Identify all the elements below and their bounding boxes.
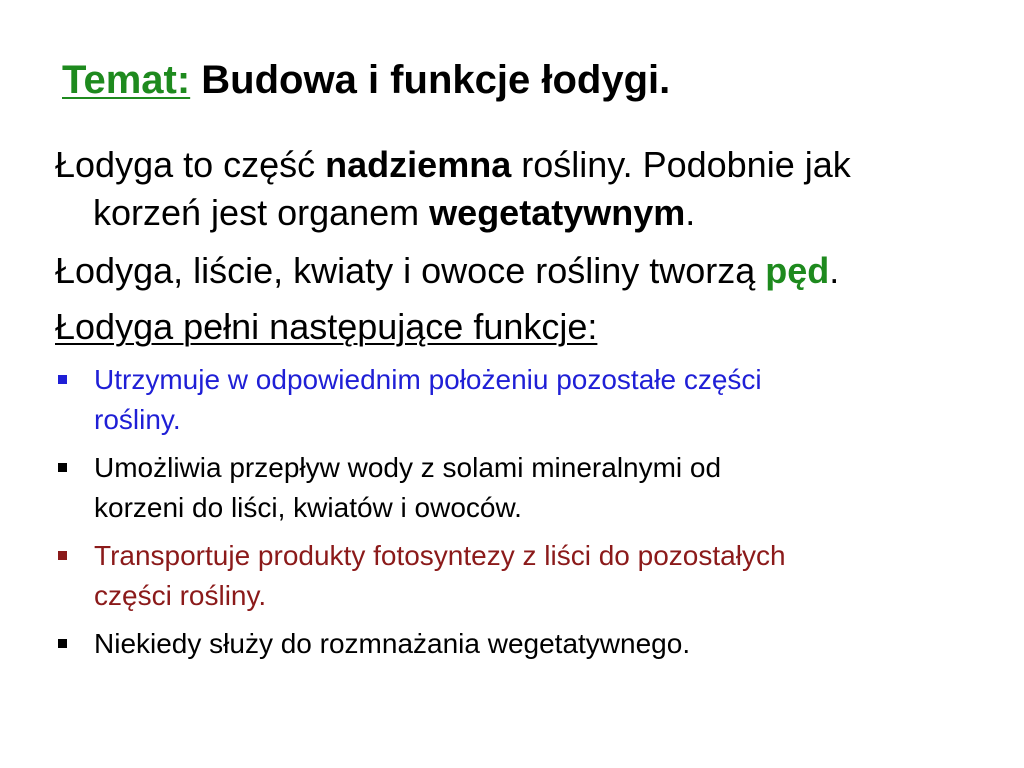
keyword-ped: pęd	[765, 250, 830, 291]
bullet-square-icon	[58, 639, 67, 648]
list-item-line: Umożliwia przepływ wody z solami mineralnymi od	[94, 452, 722, 483]
paragraph-text: Łodyga, liście, kwiaty i owoce rośliny tworzą	[55, 250, 766, 291]
paragraph-continuation	[55, 189, 985, 237]
list-item-line: rośliny.	[94, 404, 181, 435]
keyword-wegetatywnym: wegetatywnym	[429, 192, 686, 233]
paragraph-text: korzeń jest organem	[93, 192, 430, 233]
list-item	[55, 448, 975, 528]
list-item-line: Niekiedy służy do rozmnażania wegetatywnego.	[94, 628, 691, 659]
title-label: Temat:	[62, 58, 191, 102]
functions-list	[55, 360, 975, 672]
paragraph-text: Łodyga to część	[55, 144, 326, 185]
list-item-line: Transportuje produkty fotosyntezy z liści do pozostałych	[94, 540, 786, 571]
title-text: Budowa i funkcje łodygi.	[201, 58, 671, 102]
list-item	[55, 360, 975, 440]
bullet-square-icon	[58, 463, 67, 472]
bullet-square-icon	[58, 551, 67, 560]
list-item-line: Utrzymuje w odpowiednim położeniu pozostałe części	[94, 364, 762, 395]
list-item	[55, 536, 975, 616]
paragraph-shoot	[55, 247, 985, 295]
functions-heading: Łodyga pełni następujące funkcje:	[55, 306, 598, 347]
bullet-square-icon	[58, 375, 67, 384]
paragraph-text: rośliny. Podobnie jak	[511, 144, 851, 185]
keyword-nadziemna: nadziemna	[325, 144, 512, 185]
list-item	[55, 624, 975, 664]
list-item-line: części rośliny.	[94, 580, 267, 611]
slide-title	[62, 56, 670, 104]
paragraph-text: .	[829, 250, 840, 291]
paragraph-functions-heading	[55, 303, 985, 351]
paragraph-text: .	[685, 192, 696, 233]
paragraph-definition	[55, 141, 985, 237]
list-item-line: korzeni do liści, kwiatów i owoców.	[94, 492, 522, 523]
